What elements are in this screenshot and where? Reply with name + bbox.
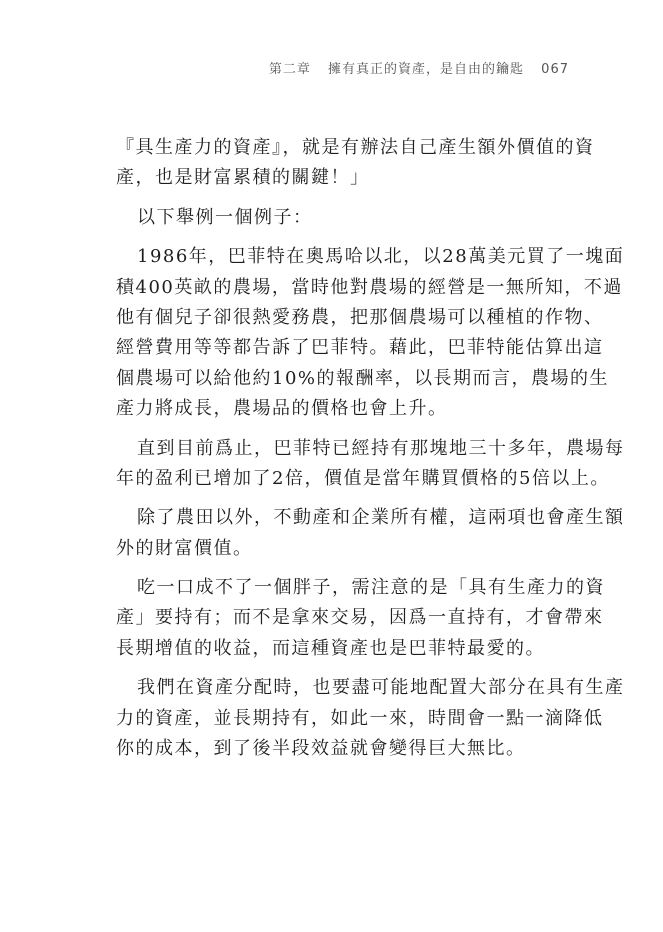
paragraph-gap xyxy=(116,564,572,573)
text-line: 『具生產力的資產』，就是有辦法自己產生額外價值的資 xyxy=(116,137,595,158)
text-line: 長期增值的收益，而這種資產也是巴菲特最愛的。 xyxy=(116,637,545,659)
paragraph xyxy=(116,242,625,424)
text-line: 年的盈利已增加了2倍，價值是當年購買價格的5倍以上。 xyxy=(116,467,610,489)
text-line: 直到目前爲止，巴菲特已經持有那塊地三十多年，農場每 xyxy=(137,437,625,459)
text-line: 我們在資產分配時，也要盡可能地配置大部分在具有生產 xyxy=(137,677,625,699)
text-line: 產」要持有；而不是拿來交易，因爲一直持有，才會帶來 xyxy=(116,607,604,629)
paragraph xyxy=(116,203,572,233)
text-line: 積400英畝的農場，當時他對農場的經營是一無所知，不過 xyxy=(116,276,623,298)
text-line: 以下舉例一個例子： xyxy=(137,206,313,228)
paragraph-gap xyxy=(116,494,572,503)
text-line: 1986年，巴菲特在奧馬哈以北，以28萬美元買了一塊面 xyxy=(137,246,625,268)
paragraph xyxy=(116,133,595,194)
paragraph xyxy=(116,573,605,664)
body-text xyxy=(116,133,625,764)
text-line: 吃一口成不了一個胖子，需注意的是「具有生產力的資 xyxy=(137,577,605,599)
text-line: 你的成本，到了後半段效益就會變得巨大無比。 xyxy=(116,738,526,760)
paragraph-gap xyxy=(116,194,572,203)
chapter-label: 第二章 xyxy=(268,62,311,77)
paragraph-gap xyxy=(116,664,572,673)
text-line: 產，也是財富累積的關鍵！」 xyxy=(116,167,370,189)
text-line: 產力將成長，農場品的價格也會上升。 xyxy=(116,398,448,420)
paragraph xyxy=(116,434,625,495)
text-line: 力的資產，並長期持有，如此一來，時間會一點一滴降低 xyxy=(116,707,604,729)
text-line: 除了農田以外，不動產和企業所有權，這兩項也會產生額 xyxy=(137,507,625,529)
paragraph-gap xyxy=(116,233,572,242)
paragraph xyxy=(116,503,625,564)
page-number: 067 xyxy=(541,62,569,77)
paragraph-gap xyxy=(116,425,572,434)
chapter-title: 擁有真正的資產，是自由的鑰匙 xyxy=(328,62,525,77)
text-line: 個農場可以給他約10%的報酬率，以長期而言，農場的生 xyxy=(116,367,610,389)
text-line: 外的財富價值。 xyxy=(116,537,253,559)
paragraph xyxy=(116,673,625,764)
text-line: 他有個兒子卻很熱愛務農，把那個農場可以種植的作物、 xyxy=(116,306,604,328)
text-line: 經營費用等等都告訴了巴菲特。藉此，巴菲特能估算出這 xyxy=(116,337,604,359)
running-header xyxy=(269,58,569,77)
